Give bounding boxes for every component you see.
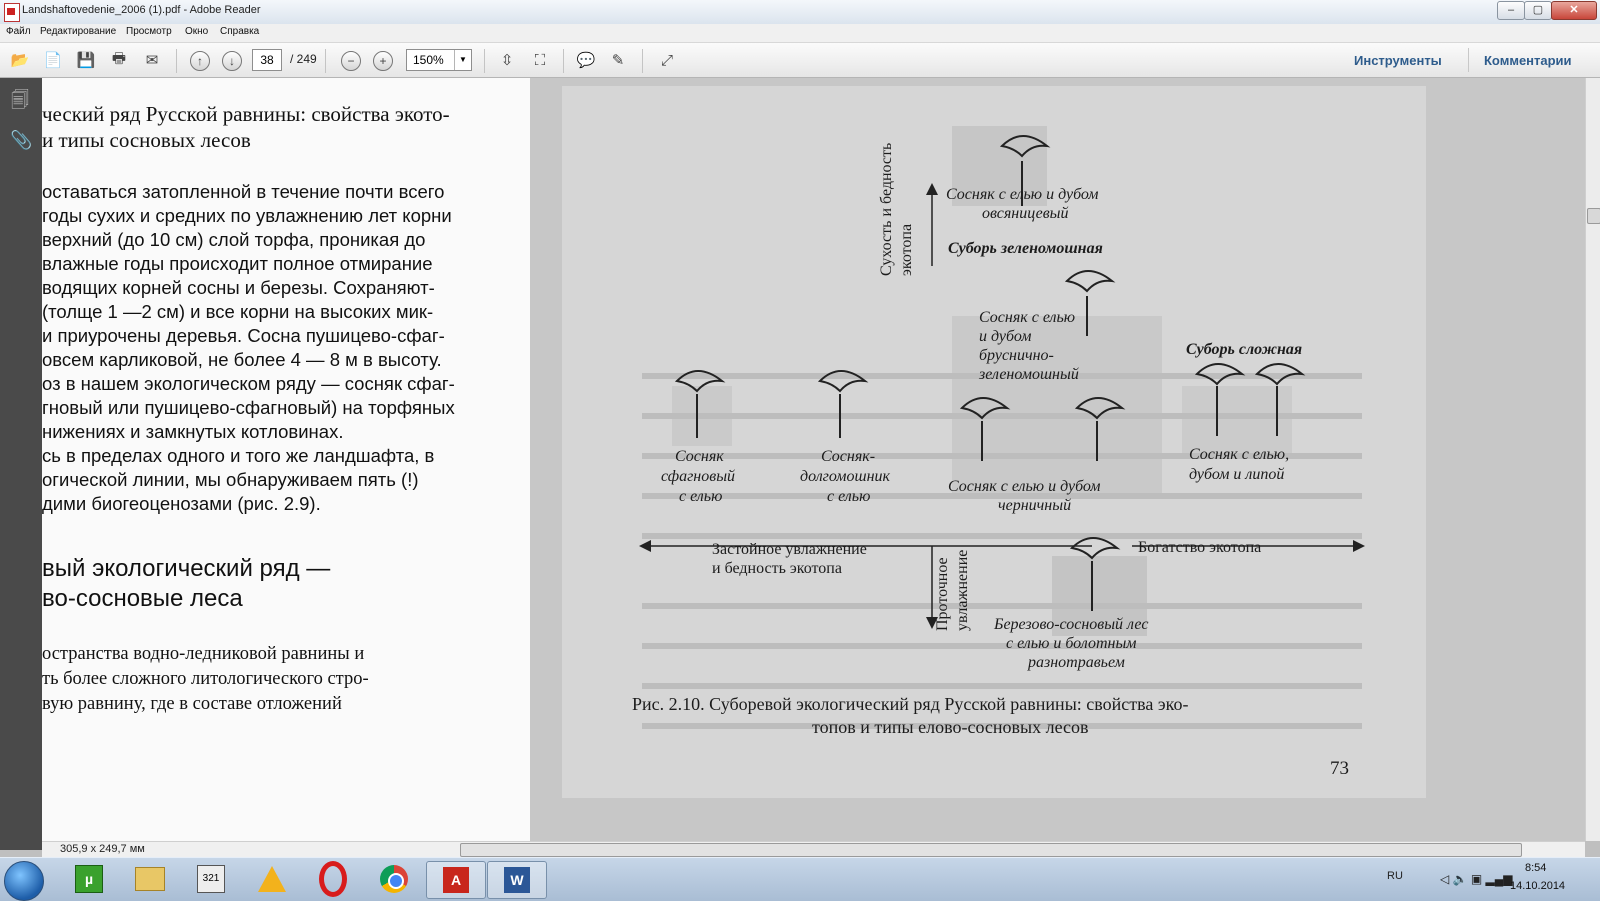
menu-bar xyxy=(0,24,1600,43)
zoom-in-icon[interactable]: + xyxy=(373,51,393,71)
save-icon[interactable]: 💾 xyxy=(76,52,96,69)
page-size-label: 305,9 x 249,7 мм xyxy=(60,843,145,855)
scroll-thumb[interactable] xyxy=(1587,208,1600,224)
chevron-down-icon[interactable]: ▼ xyxy=(454,50,471,70)
navigation-panel xyxy=(0,78,42,850)
axis-label-right: Богатство экотопа xyxy=(1138,539,1262,556)
axis-label-left: Застойное увлажнение xyxy=(712,541,867,558)
label-linden: Сосняк с елью, xyxy=(1189,446,1290,463)
label-longmoss: Сосняк- xyxy=(821,448,876,465)
attachments-icon[interactable]: 📎 xyxy=(10,130,33,150)
body-line: оз в нашем экологическом ряду — сосняк сфаг- xyxy=(42,373,455,394)
start-button[interactable] xyxy=(4,861,44,901)
explorer-icon[interactable] xyxy=(121,861,179,897)
label-lingonberry: брусничнo- xyxy=(979,347,1054,364)
opera-icon[interactable] xyxy=(304,861,362,897)
zoom-out-icon[interactable]: − xyxy=(341,51,361,71)
body-line: (толще 1 —2 см) и все корни на высоких мик- xyxy=(42,301,434,322)
label-subor-complex: Суборь сложная xyxy=(1186,341,1303,358)
vertical-scrollbar[interactable] xyxy=(1585,78,1600,841)
tools-pane-button[interactable]: Инструменты xyxy=(1354,53,1442,68)
maximize-button[interactable]: ▢ xyxy=(1524,1,1552,20)
label-longmoss: долгомошник xyxy=(800,468,891,485)
fullscreen-icon[interactable]: ⤢ xyxy=(660,51,673,69)
section-heading-line: вый экологический ряд — xyxy=(42,555,331,582)
heading-line: ческий ряд Русской равнины: свойства экото- xyxy=(42,102,450,126)
label-blueberry: черничный xyxy=(998,497,1072,514)
label-sphagnum: с елью xyxy=(679,488,723,505)
body-line: овсем карликовой, не более 4 — 8 м в высоту. xyxy=(42,349,442,370)
label-sphagnum: Сосняк xyxy=(675,448,724,465)
zoom-select[interactable] xyxy=(406,49,472,71)
label-oak-fescue: Сосняк с елью и дубом xyxy=(946,186,1099,203)
zoom-value: 150% xyxy=(413,53,444,67)
next-page-icon[interactable]: ↓ xyxy=(222,51,242,71)
create-pdf-icon[interactable]: 📂 xyxy=(10,52,30,69)
aimp-icon[interactable] xyxy=(243,861,301,897)
label-longmoss: с елью xyxy=(827,488,871,505)
taskbar xyxy=(0,857,1600,901)
section-heading-line: во-сосновые леса xyxy=(42,585,243,612)
window-title: Landshaftovedenie_2006 (1).pdf - Adobe Reader xyxy=(22,4,261,16)
highlight-icon[interactable]: ✎ xyxy=(611,52,625,69)
body-line: гновый или пушицево-сфагновый) на торфяных xyxy=(42,397,455,418)
pdf-app-icon xyxy=(4,3,20,22)
body-line: нижениях и замкнутых котловинах. xyxy=(42,421,344,442)
body-line: оставаться затопленной в течение почти всего xyxy=(42,181,445,202)
label-blueberry: Сосняк с елью и дубом xyxy=(948,478,1101,495)
minimize-button[interactable]: – xyxy=(1497,1,1525,20)
menu-file[interactable]: Файл xyxy=(6,26,31,37)
axis-label-up: экотопа xyxy=(898,223,915,276)
axis-label-down: увлажнение xyxy=(954,549,971,631)
tray-icons[interactable]: ◁ 🔈 ▣ ▂▄▆ xyxy=(1440,872,1513,886)
utorrent-icon[interactable]: µ xyxy=(60,861,118,897)
body-line: годы сухих и средних по увлажнению лет корни xyxy=(42,205,452,226)
heading-line: и типы сосновых лесов xyxy=(42,128,251,152)
title-bar xyxy=(0,0,1600,25)
body-line: водящих корней сосны и березы. Сохраняют- xyxy=(42,277,435,298)
convert-icon[interactable]: 📄 xyxy=(43,52,63,69)
page-number: 73 xyxy=(1330,758,1349,779)
acrobat-icon[interactable]: A xyxy=(426,861,486,899)
fit-page-icon[interactable]: ⇳ xyxy=(500,52,514,69)
comment-icon[interactable]: 💬 xyxy=(576,52,596,69)
tree-icon xyxy=(820,371,865,438)
label-birch-pine: разнотравьем xyxy=(1028,654,1125,671)
word-icon[interactable]: W xyxy=(487,861,547,899)
axis-label-down: Проточное xyxy=(934,557,951,631)
body-line: верхний (до 10 см) слой торфа, проникая до xyxy=(42,229,426,250)
clock-time[interactable]: 8:54 xyxy=(1525,862,1547,874)
label-birch-pine: Березово-сосновый лес xyxy=(994,616,1149,633)
fit-width-icon[interactable]: ⛶ xyxy=(534,51,546,69)
label-birch-pine: с елью и болотным xyxy=(1006,635,1137,652)
label-subor-green: Суборь зеленомошная xyxy=(948,240,1103,257)
axis-label-left: и бедность экотопа xyxy=(712,560,842,577)
body-line: и приурочены деревья. Сосна пушицево-сфаг- xyxy=(42,325,445,346)
page-thumbnails-icon[interactable]: 🗐 xyxy=(11,90,29,110)
close-button[interactable]: ✕ xyxy=(1551,1,1597,20)
label-oak-fescue: овсяницевый xyxy=(982,205,1069,222)
body-line: ть более сложного литологического стро- xyxy=(42,669,369,689)
comments-pane-button[interactable]: Комментарии xyxy=(1484,53,1572,68)
body-line: сь в пределах одного и того же ландшафта, в xyxy=(42,445,435,466)
figure-caption: Рис. 2.10. Суборевой экологический ряд Русской равнины: свойства эко- xyxy=(632,694,1189,714)
page-total: / 249 xyxy=(290,52,317,66)
label-linden: дубом и липой xyxy=(1189,466,1285,483)
menu-help[interactable]: Справка xyxy=(220,26,260,37)
menu-window[interactable]: Окно xyxy=(185,26,209,37)
figure-caption: топов и типы елово-сосновых лесов xyxy=(812,717,1089,737)
body-line: остранства водно-ледниковой равнины и xyxy=(42,644,365,664)
page-right-scan xyxy=(562,86,1426,798)
body-line: дими биогеоценозами (рис. 2.9). xyxy=(42,493,321,514)
language-indicator[interactable]: RU xyxy=(1387,870,1403,882)
page-number-input[interactable]: 38 xyxy=(252,49,282,71)
label-lingonberry: и дубом xyxy=(979,328,1032,345)
body-line: огической линии, мы обнаруживаем пять (!) xyxy=(42,469,419,490)
media-icon[interactable]: 321 xyxy=(182,861,240,897)
print-icon[interactable]: 🖶 xyxy=(111,49,127,67)
horizontal-scrollbar[interactable] xyxy=(460,843,1522,857)
clock-date[interactable]: 14.10.2014 xyxy=(1510,880,1566,892)
document-view[interactable] xyxy=(42,78,1585,841)
page-left xyxy=(42,78,530,841)
label-lingonberry: зеленомошный xyxy=(979,366,1079,383)
axis-label-up: Сухость и бедность xyxy=(878,142,895,276)
body-line: влажные годы происходит полное отмирание xyxy=(42,253,433,274)
email-icon[interactable]: ✉ xyxy=(145,52,159,69)
menu-view[interactable]: Просмотр xyxy=(126,26,172,37)
menu-edit[interactable]: Редактирование xyxy=(40,26,117,37)
body-line: вую равнину, где в составе отложений xyxy=(42,694,342,714)
label-sphagnum: сфагновый xyxy=(661,468,736,485)
chrome-icon[interactable] xyxy=(365,861,423,897)
prev-page-icon[interactable]: ↑ xyxy=(190,51,210,71)
label-lingonberry: Сосняк с елью xyxy=(979,309,1076,326)
